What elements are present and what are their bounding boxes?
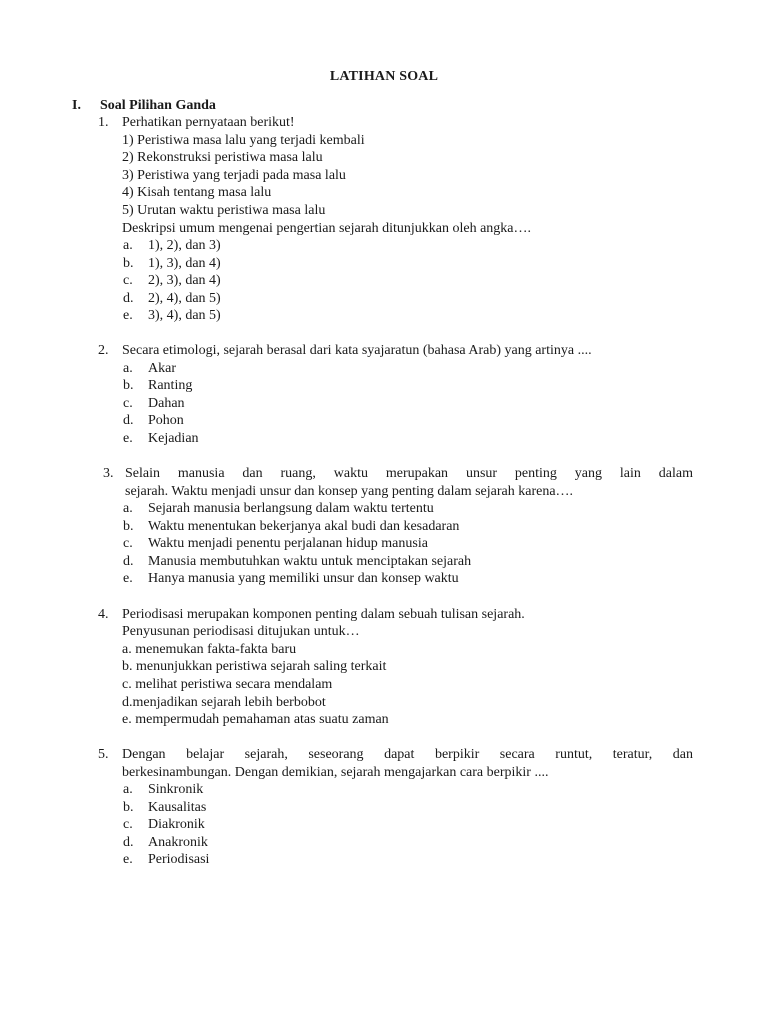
q3-option-e: Hanya manusia yang memiliki unsur dan konsep waktu	[148, 571, 459, 586]
q3-stem-line-1: Selain manusia dan ruang, waktu merupakan unsur penting yang lain dalam	[125, 466, 693, 481]
q2-option-d-key: d.	[123, 413, 134, 428]
q3-option-a-key: a.	[123, 501, 133, 516]
q2-option-b: Ranting	[148, 378, 193, 393]
q5-option-b-key: b.	[123, 800, 134, 815]
section-title: Soal Pilihan Ganda	[100, 98, 216, 113]
q5-option-d-key: d.	[123, 835, 134, 850]
q5-option-c-key: c.	[123, 817, 133, 832]
q5-option-c: Diakronik	[148, 817, 205, 832]
q2-stem: Secara etimologi, sejarah berasal dari kata syajaratun (bahasa Arab) yang artinya ....	[122, 343, 592, 358]
q1-option-e-key: e.	[123, 308, 133, 323]
q5-option-b: Kausalitas	[148, 800, 207, 815]
q2-number: 2.	[98, 343, 109, 358]
q4-option-e: e. mempermudah pemahaman atas suatu zaman	[122, 712, 389, 727]
q1-option-b: 1), 3), dan 4)	[148, 256, 221, 271]
q2-option-d: Pohon	[148, 413, 184, 428]
q1-option-a: 1), 2), dan 3)	[148, 238, 221, 253]
q4-number: 4.	[98, 607, 109, 622]
q2-option-a: Akar	[148, 361, 176, 376]
q3-option-b-key: b.	[123, 519, 134, 534]
q5-stem-line-1: Dengan belajar sejarah, seseorang dapat berpikir secara runtut, teratur, dan	[122, 747, 693, 762]
q2-option-c: Dahan	[148, 396, 185, 411]
q4-option-b: b. menunjukkan peristiwa sejarah saling terkait	[122, 659, 387, 674]
q5-option-a-key: a.	[123, 782, 133, 797]
q1-question: Deskripsi umum mengenai pengertian sejarah ditunjukkan oleh angka….	[122, 221, 532, 236]
q3-option-a: Sejarah manusia berlangsung dalam waktu tertentu	[148, 501, 434, 516]
q5-option-e-key: e.	[123, 852, 133, 867]
q4-option-d: d.menjadikan sejarah lebih berbobot	[122, 695, 326, 710]
q3-option-b: Waktu menentukan bekerjanya akal budi dan kesadaran	[148, 519, 460, 534]
q1-number: 1.	[98, 115, 109, 130]
q1-option-e: 3), 4), dan 5)	[148, 308, 221, 323]
q3-option-c-key: c.	[123, 536, 133, 551]
q4-option-a: a. menemukan fakta-fakta baru	[122, 642, 297, 657]
q1-option-c: 2), 3), dan 4)	[148, 273, 221, 288]
section-number: I.	[72, 98, 81, 113]
q1-option-d: 2), 4), dan 5)	[148, 291, 221, 306]
q3-number: 3.	[103, 466, 114, 481]
q1-stem: Perhatikan pernyataan berikut!	[122, 115, 295, 130]
q4-stem-line-1: Periodisasi merupakan komponen penting dalam sebuah tulisan sejarah.	[122, 607, 525, 622]
q1-option-b-key: b.	[123, 256, 134, 271]
q3-option-d-key: d.	[123, 554, 134, 569]
q1-statement-2: 2) Rekonstruksi peristiwa masa lalu	[122, 150, 323, 165]
q2-option-c-key: c.	[123, 396, 133, 411]
q1-statement-4: 4) Kisah tentang masa lalu	[122, 185, 272, 200]
q2-option-a-key: a.	[123, 361, 133, 376]
q1-statement-5: 5) Urutan waktu peristiwa masa lalu	[122, 203, 326, 218]
q1-statement-3: 3) Peristiwa yang terjadi pada masa lalu	[122, 168, 346, 183]
q3-option-c: Waktu menjadi penentu perjalanan hidup manusia	[148, 536, 428, 551]
q1-option-c-key: c.	[123, 273, 133, 288]
q5-option-d: Anakronik	[148, 835, 208, 850]
page-title: LATIHAN SOAL	[329, 69, 439, 84]
q3-stem-line-2: sejarah. Waktu menjadi unsur dan konsep yang penting dalam sejarah karena….	[125, 484, 574, 499]
q4-option-c: c. melihat peristiwa secara mendalam	[122, 677, 333, 692]
q5-stem-line-2: berkesinambungan. Dengan demikian, sejarah mengajarkan cara berpikir ....	[122, 765, 549, 780]
q3-option-e-key: e.	[123, 571, 133, 586]
q1-statement-1: 1) Peristiwa masa lalu yang terjadi kembali	[122, 133, 365, 148]
q5-option-e: Periodisasi	[148, 852, 210, 867]
q5-number: 5.	[98, 747, 109, 762]
q2-option-b-key: b.	[123, 378, 134, 393]
q4-stem-line-2: Penyusunan periodisasi ditujukan untuk…	[122, 624, 360, 639]
q1-option-a-key: a.	[123, 238, 133, 253]
q3-option-d: Manusia membutuhkan waktu untuk menciptakan sejarah	[148, 554, 472, 569]
q5-option-a: Sinkronik	[148, 782, 204, 797]
q1-option-d-key: d.	[123, 291, 134, 306]
q2-option-e: Kejadian	[148, 431, 199, 446]
q2-option-e-key: e.	[123, 431, 133, 446]
